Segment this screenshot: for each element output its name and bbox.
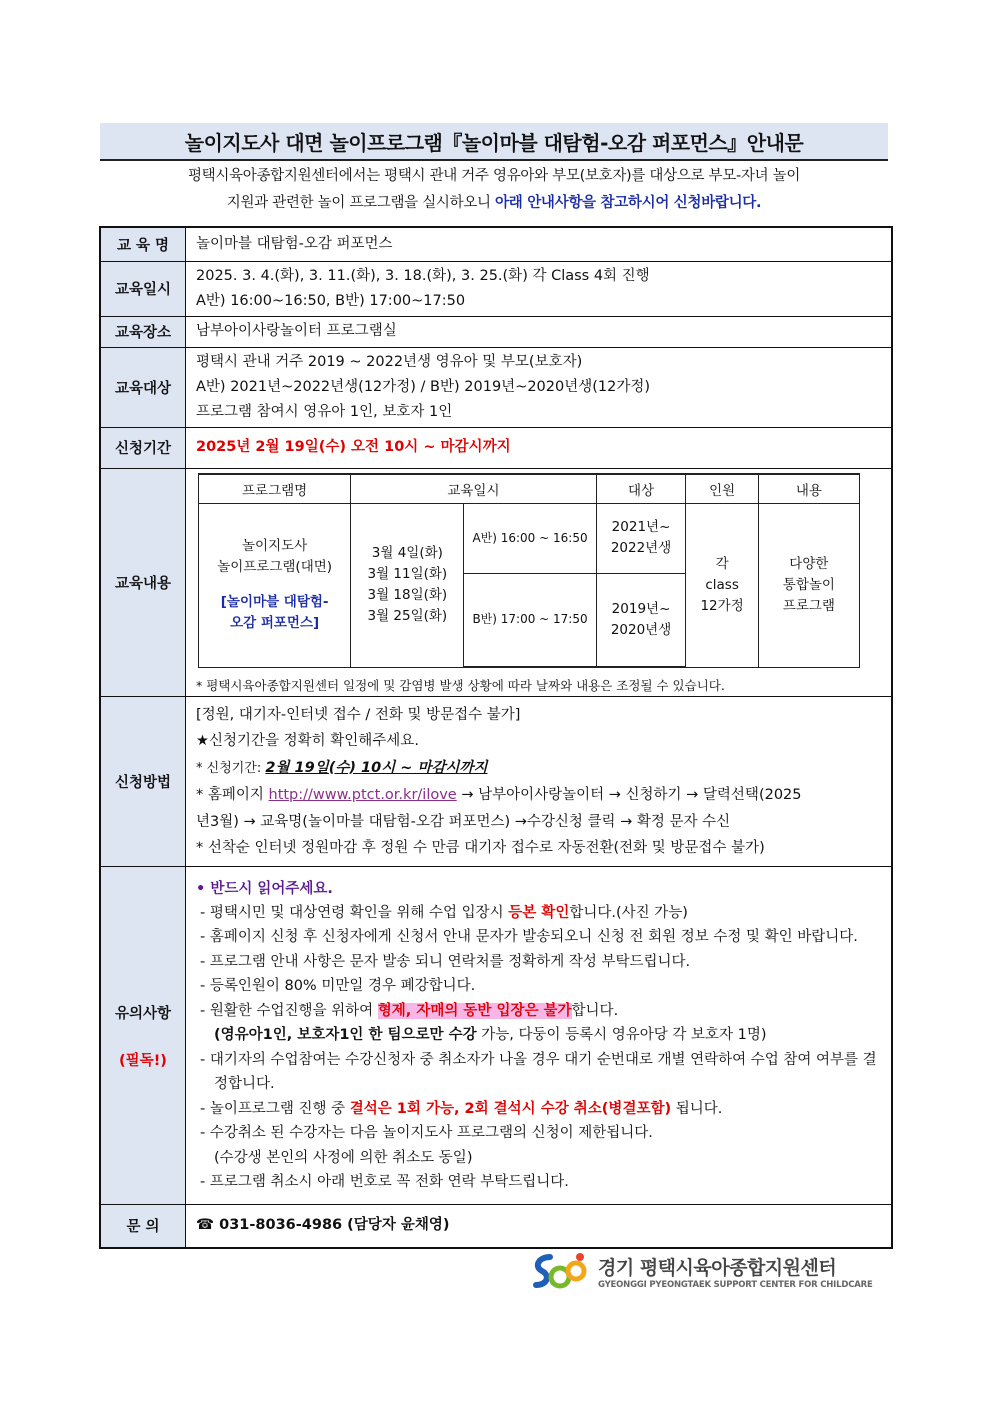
intro-text [100,163,888,217]
label-name: 교 육 명 [100,227,186,261]
method-period-prefix: * 신청기간: [196,760,266,776]
people-3: 12가정 [700,597,744,614]
date-line-1: 2025. 3. 4.(화), 3. 11.(화), 3. 18.(화), 3. 25.(화) 각 Class 4회 진행 [196,267,650,284]
people-cell [686,503,758,667]
intro-line-1: 평택시육아종합지원센터에서는 평택시 관내 거주 영유아와 부모(보호자)를 대상으로 부모-자녀 놀이 [187,168,801,184]
caution-text: 합니다.(사진 가능) [569,904,688,921]
method-line-5: 년3월) → 교육명(놀이마블 대탐험-오감 퍼포먼스) →수강신청 클릭 → 확정 문자 수신 [196,813,731,830]
caution-item: - 프로그램 취소시 아래 번호로 꼭 전화 연락 부탁드립니다. [200,1174,569,1190]
intro-line-2-emphasis: 아래 안내사항을 참고하시어 신청바랍니다. [495,195,762,211]
slot-a: A반) 16:00 ~ 16:50 [464,503,596,573]
method-line-1: [정원, 대기자-인터넷 접수 / 전화 및 방문접수 불가] [196,706,521,723]
caution-item [196,999,881,1024]
info-table [99,226,893,1249]
target-a-1: 2021년~ [611,519,671,535]
value-contact: ☎ 031-8036-4986 (담당자 윤채영) [186,1205,893,1248]
header-program: 프로그램명 [199,474,351,504]
target-line-2: A반) 2021년~2022년생(12가정) / B반) 2019년~2020년생(12가정) [196,378,651,395]
row-caution [100,867,892,1205]
program-sub-2: 오감 퍼포먼스] [230,615,320,631]
caution-text: - 평택시민 및 대상연령 확인을 위해 수업 입장시 [200,904,509,921]
value-place: 남부아이사랑놀이터 프로그램실 [186,316,893,347]
label-period: 신청기간 [100,427,186,468]
desc-3: 프로그램 [782,597,835,614]
method-period: 2월 19일(수) 10시 ~ 마감시까지 [265,759,488,776]
program-line-2: 놀이프로그램(대면) [217,559,333,575]
caution-item: - 등록인원이 80% 미만일 경우 폐강합니다. [200,978,476,994]
caution-item [196,901,881,926]
program-sub-1: [놀이마블 대탐험- [220,594,329,610]
slot-b: B반) 17:00 ~ 17:50 [464,573,596,667]
value-name: 놀이마블 대탐험-오감 퍼포먼스 [186,227,893,261]
row-method [100,697,892,867]
caution-head: • 반드시 읽어주세요. [196,880,333,897]
row-name [100,227,892,261]
caution-item: - 홈페이지 신청 후 신청자에게 신청서 안내 문자가 발송되오니 신청 전 회원 정보 수정 및 확인 바랍니다. [200,929,858,945]
dates-cell [351,503,464,667]
caution-item: - 프로그램 안내 사항은 문자 발송 되니 연락처를 정확하게 작성 부탁드립니다. [200,953,691,970]
intro-line-2-plain: 지원과 관련한 놀이 프로그램을 실시하오니 [226,195,496,211]
label-place: 교육장소 [100,316,186,347]
desc-1: 다양한 [789,555,829,572]
method-steps: → 남부아이사랑놀이터 → 신청하기 → 달력선택(2025 [456,787,802,803]
caution-text: - 놀이프로그램 진행 중 [200,1100,350,1117]
caution-emphasis: 결석은 1회 가능, 2회 결석시 수강 취소(병결포함) [349,1100,672,1117]
header-people: 인원 [686,474,758,504]
date-item: 3월 4일(화) [371,545,443,561]
header-desc: 내용 [758,474,859,504]
target-line-3: 프로그램 참여시 영유아 1인, 보호자 1인 [196,403,453,420]
value-date [186,261,893,316]
target-a-2: 2022년생 [610,540,672,556]
method-line-6: * 선착순 인터넷 정원마감 후 정원 수 만큼 대기자 접수로 자동전환(전화 및 방문접수 불가) [196,840,765,856]
center-logo [530,1248,880,1294]
homepage-link[interactable]: http://www.ptct.or.kr/ilove [268,787,457,803]
method-line-2: ★신청기간을 정확히 확인해주세요. [196,733,419,749]
logo-english: GYEONGGI PYEONGTAEK SUPPORT CENTER FOR CHILDCARE [598,1279,873,1290]
label-must-read: (필독!) [119,1052,167,1069]
row-place [100,316,892,347]
value-period: 2025년 2월 19일(수) 오전 10시 ~ 마감시까지 [186,427,893,468]
people-2: class [705,576,739,593]
row-contact [100,1205,892,1248]
page-title: 놀이지도사 대면 놀이프로그램『놀이마블 대탐험-오감 퍼포먼스』안내문 [100,123,888,161]
target-b-1: 2019년~ [611,600,671,617]
caution-item: - 수강취소 된 수강자는 다음 놀이지도사 프로그램의 신청이 제한됩니다. [200,1125,653,1141]
method-home-prefix: * 홈페이지 [196,787,269,803]
label-caution-cell [100,867,186,1205]
caution-item [196,1023,881,1048]
row-date [100,261,892,316]
value-method [186,697,893,867]
label-contact: 문 의 [100,1205,186,1248]
target-b-cell [596,573,686,667]
caution-item: (수강생 본인의 사정에 의한 취소도 동일) [214,1149,473,1166]
content-note: * 평택시육아종합지원센터 일정에 및 감염병 발생 상황에 따라 날짜와 내용은 조정될 수 있습니다. [196,678,725,693]
caution-item: - 대기자의 수업참여는 수강신청자 중 취소자가 나올 경우 대기 순번대로 개별 연락하여 수업 참여 여부를 결정합니다. [200,1051,877,1092]
row-content [100,468,892,697]
caution-text: 합니다. [571,1002,619,1019]
desc-2: 통합놀이 [782,576,835,593]
logo-mark-icon [530,1249,592,1293]
program-line-1: 놀이지도사 [242,538,308,554]
value-caution [186,867,893,1205]
target-b-2: 2020년생 [610,621,672,638]
caution-text: 됩니다. [671,1100,723,1117]
caution-item [196,1097,881,1122]
program-table [198,473,860,669]
header-date: 교육일시 [351,474,596,504]
caution-text: - 원활한 수업진행을 위하여 [200,1002,378,1019]
label-caution: 유의사항 [114,1005,172,1022]
date-item: 3월 18일(화) [367,587,448,603]
caution-emphasis: (영유아1인, 보호자1인 한 팀으로만 수강 [214,1027,477,1043]
value-content [186,468,893,697]
desc-cell [758,503,859,667]
date-line-2: A반) 16:00~16:50, B반) 17:00~17:50 [196,292,466,309]
target-a-cell [596,503,686,573]
label-method: 신청방법 [100,697,186,867]
method-line-3 [196,755,881,783]
people-1: 각 [715,555,729,572]
target-line-1: 평택시 관내 거주 2019 ~ 2022년생 영유아 및 부모(보호자) [196,353,583,370]
method-line-4 [196,782,881,809]
caution-highlight: 형제, 자매의 동반 입장은 불가 [377,1002,572,1019]
caution-emphasis: 등본 확인 [508,904,570,921]
program-name-cell [199,503,351,667]
row-target [100,347,892,427]
intro-line-2 [100,190,888,217]
date-item: 3월 25일(화) [367,608,448,624]
logo-korean: 경기 평택시육아종합지원센터 [598,1256,837,1279]
value-target [186,347,893,427]
header-target: 대상 [596,474,686,504]
date-item: 3월 11일(화) [367,566,448,582]
caution-text: 가능, 다둥이 등록시 영유아당 각 보호자 1명) [476,1027,767,1043]
label-target: 교육대상 [100,347,186,427]
label-date: 교육일시 [100,261,186,316]
label-content: 교육내용 [100,468,186,697]
row-period [100,427,892,468]
